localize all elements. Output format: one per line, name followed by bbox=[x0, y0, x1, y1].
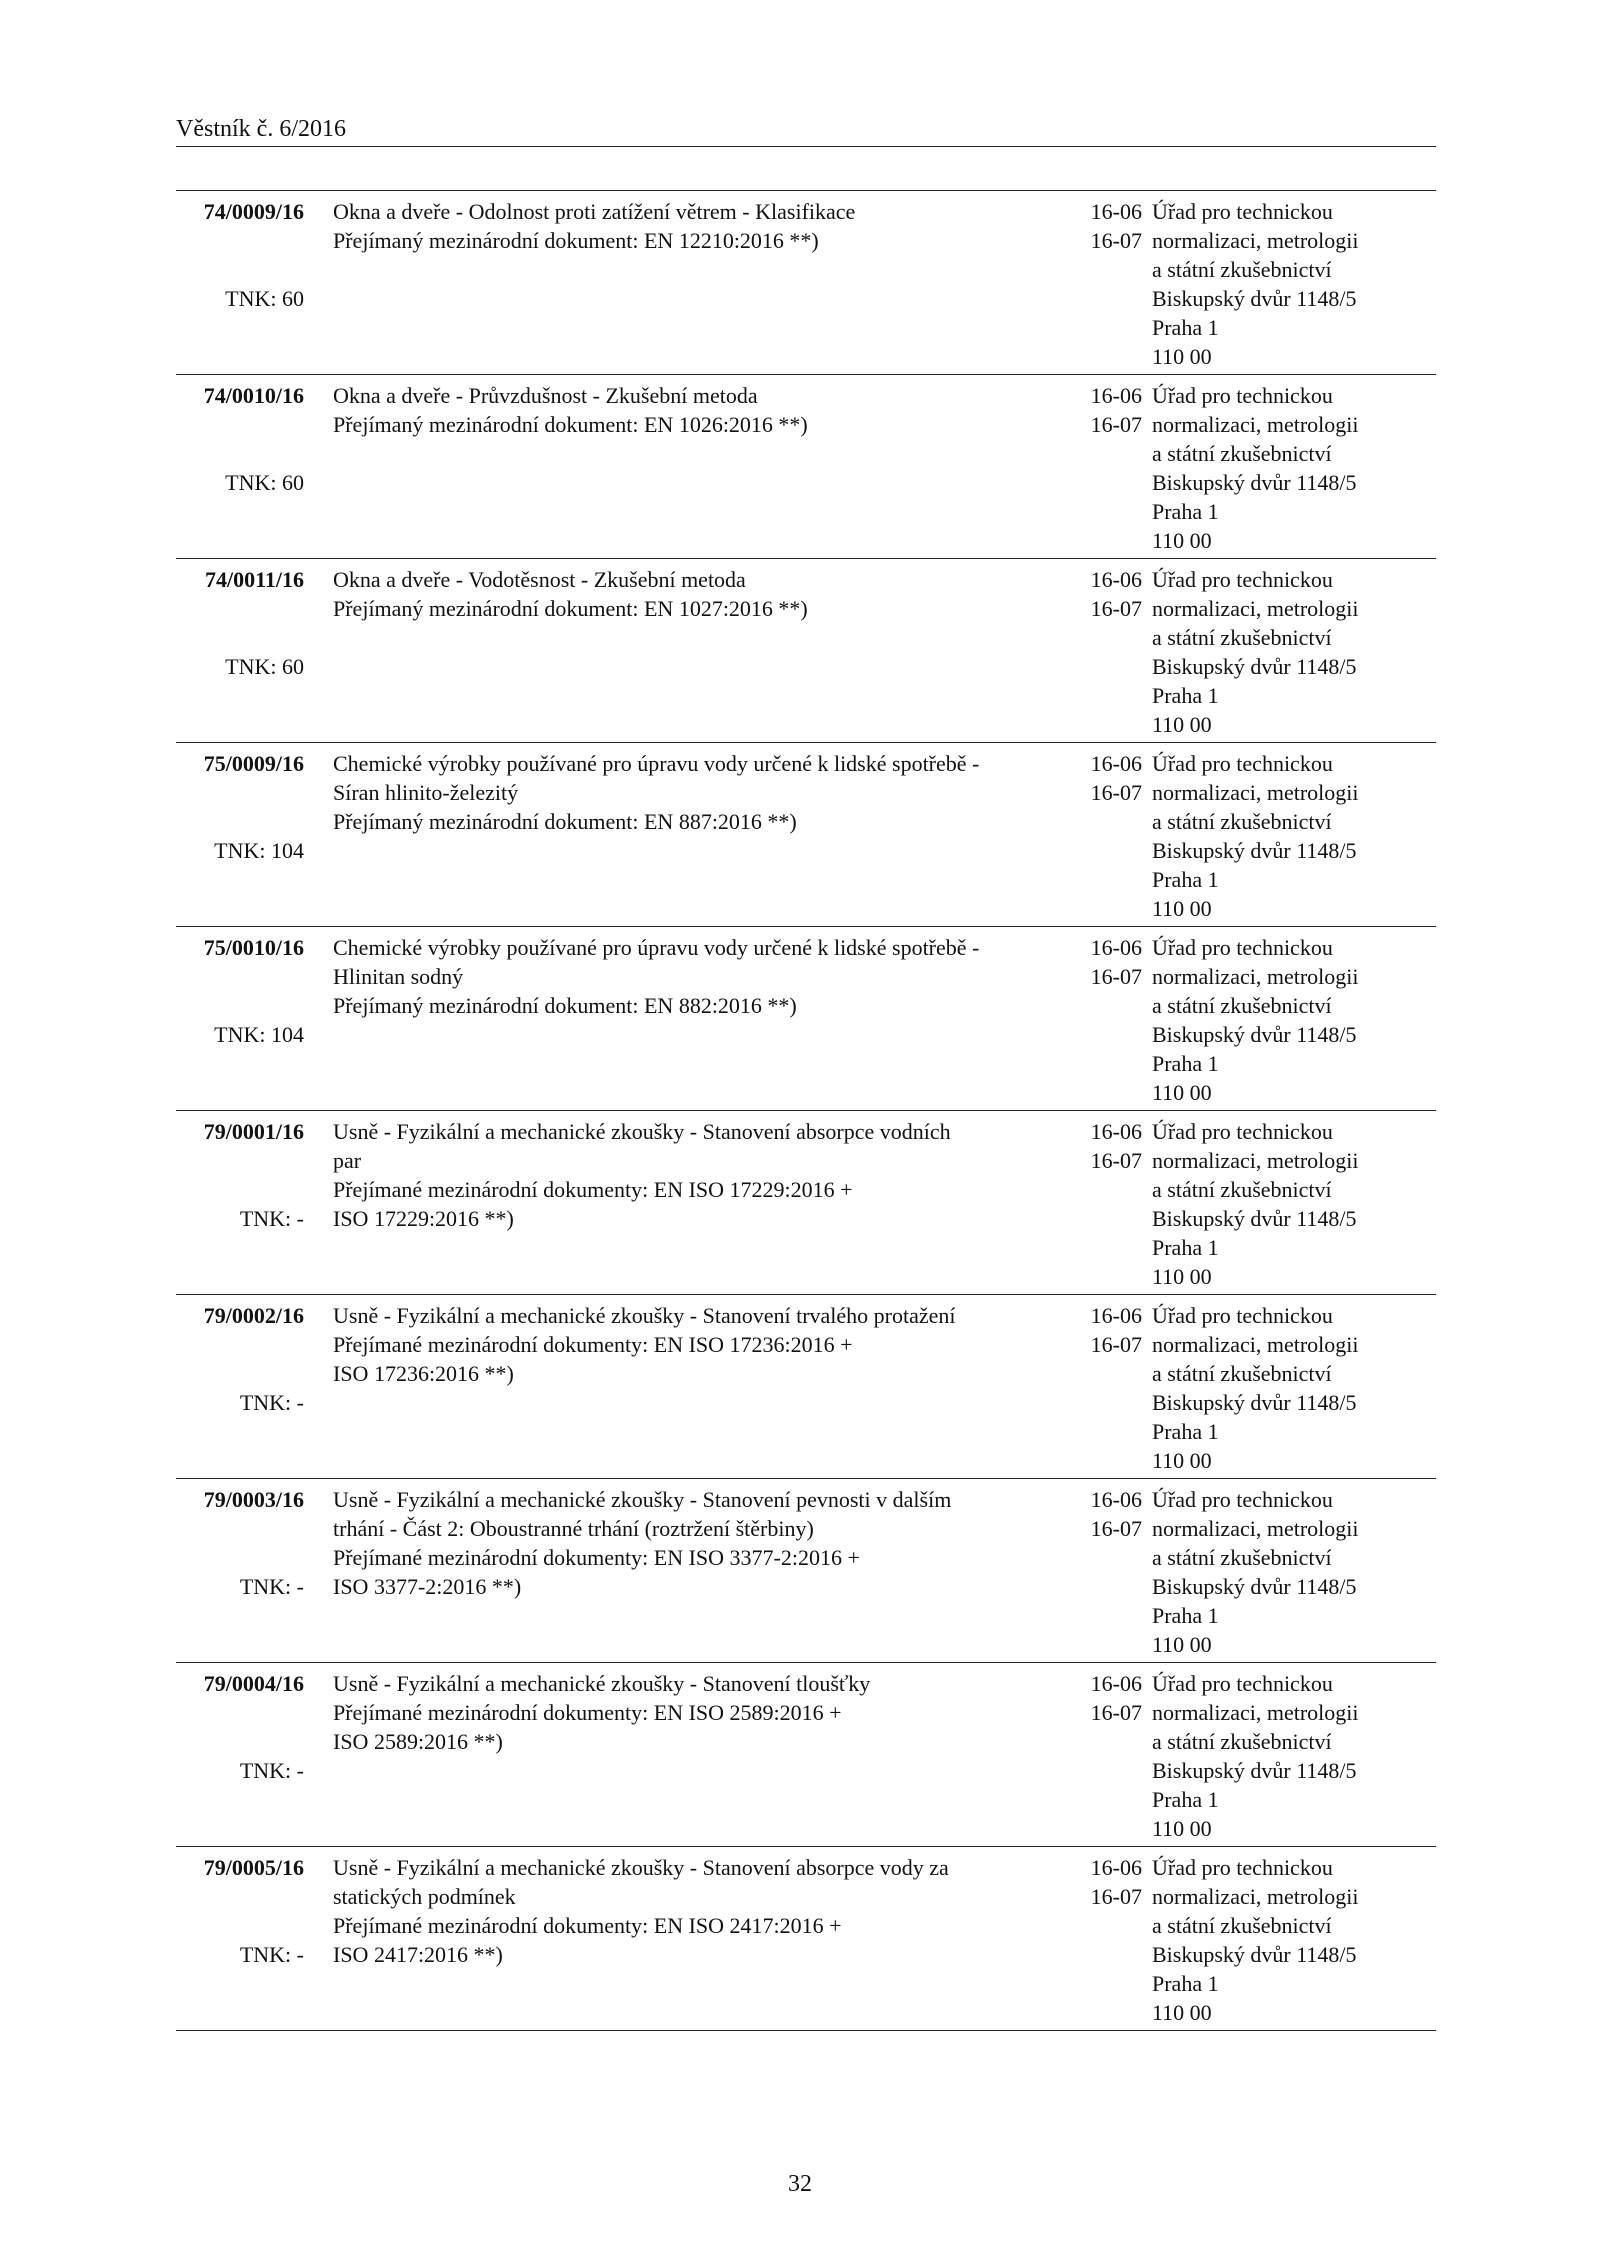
table-row bbox=[176, 1479, 1436, 1663]
tnk-label: TNK: 104 bbox=[214, 838, 304, 863]
dates-cell bbox=[1062, 381, 1142, 439]
standard-number: 79/0004/16 bbox=[203, 1671, 304, 1696]
address-line: normalizaci, metrologii bbox=[1152, 412, 1359, 437]
date-code: 16-06 bbox=[1090, 1487, 1142, 1512]
address-line: 110 00 bbox=[1152, 1816, 1212, 1841]
date-code: 16-07 bbox=[1090, 1516, 1142, 1541]
title-line: Přejímané mezinárodní dokumenty: EN ISO 17229:2016 + bbox=[333, 1177, 853, 1202]
date-code: 16-07 bbox=[1090, 596, 1142, 621]
date-code: 16-07 bbox=[1090, 412, 1142, 437]
date-code: 16-06 bbox=[1090, 751, 1142, 776]
address-line: a státní zkušebnictví bbox=[1152, 625, 1332, 650]
address-line: Úřad pro technickou bbox=[1152, 383, 1333, 408]
title-line: statických podmínek bbox=[333, 1884, 516, 1909]
tnk-label: TNK: - bbox=[239, 1390, 304, 1415]
title-line: ISO 2417:2016 **) bbox=[333, 1942, 503, 1967]
address-cell bbox=[1152, 749, 1436, 923]
address-line: a státní zkušebnictví bbox=[1152, 257, 1332, 282]
date-code: 16-06 bbox=[1090, 383, 1142, 408]
address-line: normalizaci, metrologii bbox=[1152, 1700, 1359, 1725]
address-line: Biskupský dvůr 1148/5 bbox=[1152, 1942, 1357, 1967]
standard-number: 79/0002/16 bbox=[203, 1303, 304, 1328]
title-line: Přejímané mezinárodní dokumenty: EN ISO 3377-2:2016 + bbox=[333, 1545, 860, 1570]
date-code: 16-07 bbox=[1090, 964, 1142, 989]
standard-number-cell bbox=[176, 197, 304, 311]
address-line: normalizaci, metrologii bbox=[1152, 1884, 1359, 1909]
address-cell bbox=[1152, 1117, 1436, 1291]
date-code: 16-06 bbox=[1090, 199, 1142, 224]
address-line: a státní zkušebnictví bbox=[1152, 993, 1332, 1018]
standard-number: 75/0010/16 bbox=[203, 935, 304, 960]
address-line: Praha 1 bbox=[1152, 867, 1219, 892]
title-line: Přejímané mezinárodní dokumenty: EN ISO 2417:2016 + bbox=[333, 1913, 842, 1938]
page-header: Věstník č. 6/2016 bbox=[176, 116, 346, 142]
date-code: 16-06 bbox=[1090, 1855, 1142, 1880]
title-line: Síran hlinito-železitý bbox=[333, 780, 519, 805]
dates-cell bbox=[1062, 565, 1142, 623]
address-line: Biskupský dvůr 1148/5 bbox=[1152, 1390, 1357, 1415]
address-cell bbox=[1152, 197, 1436, 371]
title-line: ISO 17236:2016 **) bbox=[333, 1361, 514, 1386]
standard-number: 75/0009/16 bbox=[203, 751, 304, 776]
address-line: Praha 1 bbox=[1152, 1419, 1219, 1444]
date-code: 16-06 bbox=[1090, 1303, 1142, 1328]
table-row bbox=[176, 927, 1436, 1111]
title-line: Přejímaný mezinárodní dokument: EN 887:2016 **) bbox=[333, 809, 797, 834]
address-line: Biskupský dvůr 1148/5 bbox=[1152, 1574, 1357, 1599]
address-line: 110 00 bbox=[1152, 1264, 1212, 1289]
date-code: 16-06 bbox=[1090, 1119, 1142, 1144]
address-line: Úřad pro technickou bbox=[1152, 1119, 1333, 1144]
title-line: trhání - Část 2: Oboustranné trhání (roztržení štěrbiny) bbox=[333, 1516, 814, 1541]
address-line: Praha 1 bbox=[1152, 1787, 1219, 1812]
title-line: ISO 2589:2016 **) bbox=[333, 1729, 503, 1754]
address-line: Úřad pro technickou bbox=[1152, 1303, 1333, 1328]
title-line: Přejímané mezinárodní dokumenty: EN ISO 2589:2016 + bbox=[333, 1700, 842, 1725]
standard-number: 79/0005/16 bbox=[203, 1855, 304, 1880]
date-code: 16-07 bbox=[1090, 1700, 1142, 1725]
address-line: 110 00 bbox=[1152, 2000, 1212, 2025]
address-line: Úřad pro technickou bbox=[1152, 1671, 1333, 1696]
tnk-label: TNK: - bbox=[239, 1942, 304, 1967]
title-line: Přejímaný mezinárodní dokument: EN 1026:2016 **) bbox=[333, 412, 808, 437]
address-line: Praha 1 bbox=[1152, 499, 1219, 524]
dates-cell bbox=[1062, 933, 1142, 991]
title-line: Usně - Fyzikální a mechanické zkoušky - Stanovení pevnosti v dalším bbox=[333, 1487, 952, 1512]
address-line: Úřad pro technickou bbox=[1152, 567, 1333, 592]
address-line: Praha 1 bbox=[1152, 1603, 1219, 1628]
dates-cell bbox=[1062, 1853, 1142, 1911]
tnk-label: TNK: - bbox=[239, 1758, 304, 1783]
address-line: 110 00 bbox=[1152, 528, 1212, 553]
standard-number-cell bbox=[176, 565, 304, 679]
tnk-label: TNK: 60 bbox=[225, 286, 304, 311]
address-line: normalizaci, metrologii bbox=[1152, 780, 1359, 805]
title-line: Usně - Fyzikální a mechanické zkoušky - Stanovení absorpce vody za bbox=[333, 1855, 949, 1880]
standard-number-cell bbox=[176, 1669, 304, 1783]
title-line: ISO 3377-2:2016 **) bbox=[333, 1574, 522, 1599]
title-line: Přejímané mezinárodní dokumenty: EN ISO 17236:2016 + bbox=[333, 1332, 853, 1357]
address-line: Úřad pro technickou bbox=[1152, 1855, 1333, 1880]
address-line: 110 00 bbox=[1152, 896, 1212, 921]
standard-number: 74/0011/16 bbox=[204, 567, 304, 592]
address-line: a státní zkušebnictví bbox=[1152, 809, 1332, 834]
title-line: Hlinitan sodný bbox=[333, 964, 464, 989]
table-row bbox=[176, 191, 1436, 375]
standard-number: 79/0003/16 bbox=[203, 1487, 304, 1512]
address-line: 110 00 bbox=[1152, 344, 1212, 369]
standard-number-cell bbox=[176, 933, 304, 1047]
title-line: ISO 17229:2016 **) bbox=[333, 1206, 514, 1231]
date-code: 16-07 bbox=[1090, 1884, 1142, 1909]
address-line: Biskupský dvůr 1148/5 bbox=[1152, 286, 1357, 311]
tnk-label: TNK: - bbox=[239, 1206, 304, 1231]
table-row bbox=[176, 375, 1436, 559]
title-line: Okna a dveře - Vodotěsnost - Zkušební metoda bbox=[333, 567, 746, 592]
standard-number-cell bbox=[176, 1853, 304, 1967]
page-number: 32 bbox=[788, 2171, 812, 2197]
address-line: normalizaci, metrologii bbox=[1152, 964, 1359, 989]
address-line: a státní zkušebnictví bbox=[1152, 1729, 1332, 1754]
tnk-label: TNK: 60 bbox=[225, 654, 304, 679]
date-code: 16-07 bbox=[1090, 1332, 1142, 1357]
date-code: 16-06 bbox=[1090, 935, 1142, 960]
address-line: normalizaci, metrologii bbox=[1152, 228, 1359, 253]
address-line: Úřad pro technickou bbox=[1152, 1487, 1333, 1512]
table-row bbox=[176, 1847, 1436, 2031]
address-line: a státní zkušebnictví bbox=[1152, 441, 1332, 466]
address-line: normalizaci, metrologii bbox=[1152, 1148, 1359, 1173]
dates-cell bbox=[1062, 1485, 1142, 1543]
standard-number-cell bbox=[176, 749, 304, 863]
standard-number: 74/0009/16 bbox=[203, 199, 304, 224]
standard-number-cell bbox=[176, 381, 304, 495]
address-line: 110 00 bbox=[1152, 1632, 1212, 1657]
dates-cell bbox=[1062, 197, 1142, 255]
address-line: Úřad pro technickou bbox=[1152, 935, 1333, 960]
address-cell bbox=[1152, 381, 1436, 555]
tnk-label: TNK: 104 bbox=[214, 1022, 304, 1047]
standard-number-cell bbox=[176, 1301, 304, 1415]
address-line: normalizaci, metrologii bbox=[1152, 596, 1359, 621]
standard-number: 79/0001/16 bbox=[203, 1119, 304, 1144]
address-line: Biskupský dvůr 1148/5 bbox=[1152, 470, 1357, 495]
address-line: a státní zkušebnictví bbox=[1152, 1177, 1332, 1202]
address-line: Biskupský dvůr 1148/5 bbox=[1152, 654, 1357, 679]
dates-cell bbox=[1062, 1117, 1142, 1175]
address-line: a státní zkušebnictví bbox=[1152, 1545, 1332, 1570]
address-cell bbox=[1152, 933, 1436, 1107]
date-code: 16-06 bbox=[1090, 567, 1142, 592]
address-line: Biskupský dvůr 1148/5 bbox=[1152, 1206, 1357, 1231]
address-line: 110 00 bbox=[1152, 1080, 1212, 1105]
date-code: 16-06 bbox=[1090, 1671, 1142, 1696]
address-line: Úřad pro technickou bbox=[1152, 199, 1333, 224]
title-line: Okna a dveře - Odolnost proti zatížení větrem - Klasifikace bbox=[333, 199, 856, 224]
title-line: Usně - Fyzikální a mechanické zkoušky - Stanovení tloušťky bbox=[333, 1671, 871, 1696]
title-line: Usně - Fyzikální a mechanické zkoušky - Stanovení trvalého protažení bbox=[333, 1303, 956, 1328]
address-cell bbox=[1152, 1485, 1436, 1659]
dates-cell bbox=[1062, 1301, 1142, 1359]
address-line: a státní zkušebnictví bbox=[1152, 1913, 1332, 1938]
table-row bbox=[176, 559, 1436, 743]
title-line: Chemické výrobky používané pro úpravu vody určené k lidské spotřebě - bbox=[333, 751, 980, 776]
tnk-label: TNK: - bbox=[239, 1574, 304, 1599]
address-cell bbox=[1152, 1301, 1436, 1475]
tnk-label: TNK: 60 bbox=[225, 470, 304, 495]
title-line: Přejímaný mezinárodní dokument: EN 882:2016 **) bbox=[333, 993, 797, 1018]
title-line: par bbox=[333, 1148, 362, 1173]
header-divider bbox=[176, 146, 1436, 147]
address-line: Praha 1 bbox=[1152, 1235, 1219, 1260]
address-line: Praha 1 bbox=[1152, 683, 1219, 708]
dates-cell bbox=[1062, 749, 1142, 807]
date-code: 16-07 bbox=[1090, 1148, 1142, 1173]
address-line: Praha 1 bbox=[1152, 315, 1219, 340]
title-line: Usně - Fyzikální a mechanické zkoušky - Stanovení absorpce vodních bbox=[333, 1119, 951, 1144]
address-cell bbox=[1152, 1669, 1436, 1843]
address-cell bbox=[1152, 565, 1436, 739]
address-line: Praha 1 bbox=[1152, 1051, 1219, 1076]
dates-cell bbox=[1062, 1669, 1142, 1727]
address-line: a státní zkušebnictví bbox=[1152, 1361, 1332, 1386]
address-line: 110 00 bbox=[1152, 712, 1212, 737]
title-line: Přejímaný mezinárodní dokument: EN 12210:2016 **) bbox=[333, 228, 819, 253]
date-code: 16-07 bbox=[1090, 780, 1142, 805]
table-row bbox=[176, 1111, 1436, 1295]
title-line: Chemické výrobky používané pro úpravu vody určené k lidské spotřebě - bbox=[333, 935, 980, 960]
title-line: Okna a dveře - Průvzdušnost - Zkušební metoda bbox=[333, 383, 758, 408]
address-line: Biskupský dvůr 1148/5 bbox=[1152, 1758, 1357, 1783]
address-line: normalizaci, metrologii bbox=[1152, 1516, 1359, 1541]
address-line: Úřad pro technickou bbox=[1152, 751, 1333, 776]
standard-number: 74/0010/16 bbox=[203, 383, 304, 408]
table-row bbox=[176, 1295, 1436, 1479]
standard-number-cell bbox=[176, 1485, 304, 1599]
standards-table bbox=[176, 190, 1436, 2031]
address-line: normalizaci, metrologii bbox=[1152, 1332, 1359, 1357]
table-row bbox=[176, 1663, 1436, 1847]
table-row bbox=[176, 743, 1436, 927]
address-line: Praha 1 bbox=[1152, 1971, 1219, 1996]
date-code: 16-07 bbox=[1090, 228, 1142, 253]
standard-number-cell bbox=[176, 1117, 304, 1231]
address-line: 110 00 bbox=[1152, 1448, 1212, 1473]
address-line: Biskupský dvůr 1148/5 bbox=[1152, 1022, 1357, 1047]
address-line: Biskupský dvůr 1148/5 bbox=[1152, 838, 1357, 863]
address-cell bbox=[1152, 1853, 1436, 2027]
title-line: Přejímaný mezinárodní dokument: EN 1027:2016 **) bbox=[333, 596, 808, 621]
